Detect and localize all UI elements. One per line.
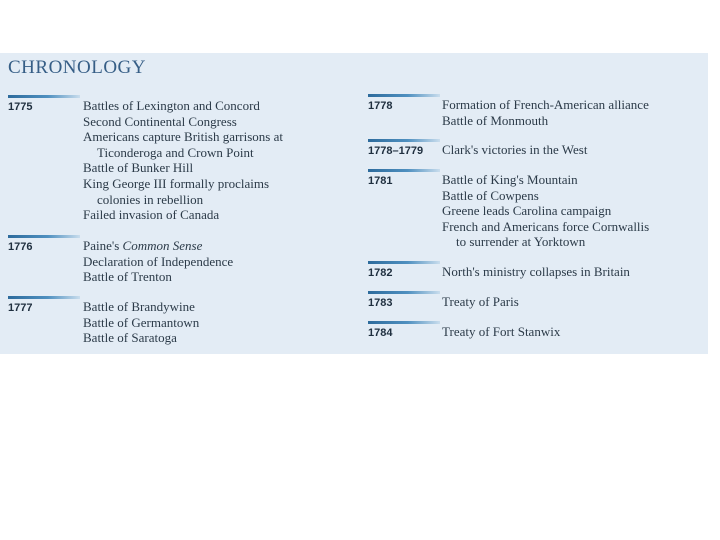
year-label: 1776 <box>8 241 33 253</box>
event-item: Declaration of Independence <box>83 253 234 269</box>
event-item-continued: colonies in rebellion <box>97 191 204 207</box>
event-item-continued: Ticonderoga and Crown Point <box>97 144 254 160</box>
event-list <box>442 264 708 280</box>
year-rule <box>368 94 440 97</box>
event-item: Clark's victories in the West <box>442 142 588 157</box>
event-item: Treaty of Fort Stanwix <box>442 324 561 339</box>
event-list <box>83 98 358 223</box>
year-rule <box>368 169 440 172</box>
year-label: 1782 <box>368 267 393 279</box>
year-rule <box>368 321 440 324</box>
event-item: Battle of Monmouth <box>442 112 549 128</box>
event-item: Battle of Trenton <box>83 269 172 285</box>
event-list <box>442 172 708 250</box>
event-item: Greene leads Carolina campaign <box>442 203 612 219</box>
year-rule <box>368 291 440 294</box>
chronology-title: CHRONOLOGY <box>8 57 146 78</box>
event-item: King George III formally proclaims <box>83 175 270 191</box>
event-item: North's ministry collapses in Britain <box>442 264 630 279</box>
event-item: Formation of French-American alliance <box>442 97 649 112</box>
year-label: 1783 <box>368 297 393 309</box>
event-list <box>83 299 358 346</box>
year-label: 1781 <box>368 175 393 187</box>
event-item: Battle of Brandywine <box>83 299 195 314</box>
year-rule <box>8 235 80 238</box>
event-item: Battle of Germantown <box>83 314 200 330</box>
event-item: Battle of Cowpens <box>442 187 539 203</box>
year-label: 1778 <box>368 100 393 112</box>
event-item: Battle of King's Mountain <box>442 172 578 187</box>
event-item: French and Americans force Cornwallis <box>442 218 650 234</box>
year-rule <box>368 261 440 264</box>
event-text: Paine's <box>83 238 120 253</box>
event-list <box>442 142 708 158</box>
event-item: Treaty of Paris <box>442 294 519 309</box>
event-list <box>442 324 708 340</box>
year-label: 1778–1779 <box>368 145 424 157</box>
year-label: 1777 <box>8 302 33 314</box>
event-item-continued: to surrender at Yorktown <box>456 234 586 250</box>
year-rule <box>368 139 440 142</box>
event-item: Battle of Saratoga <box>83 330 177 346</box>
event-list <box>83 238 358 285</box>
event-title-italic: Common Sense <box>122 238 203 253</box>
year-rule <box>8 95 80 98</box>
event-item: Battle of Bunker Hill <box>83 160 194 176</box>
year-label: 1784 <box>368 327 393 339</box>
event-list <box>442 97 708 128</box>
event-item: Americans capture British garrisons at <box>83 129 283 145</box>
chronology-panel <box>0 53 708 354</box>
year-label: 1775 <box>8 101 33 113</box>
event-item: Failed invasion of Canada <box>83 207 220 223</box>
event-item: Second Continental Congress <box>83 113 237 129</box>
event-item: Battles of Lexington and Concord <box>83 98 260 113</box>
year-rule <box>8 296 80 299</box>
event-item <box>83 238 358 254</box>
event-list <box>442 294 708 310</box>
